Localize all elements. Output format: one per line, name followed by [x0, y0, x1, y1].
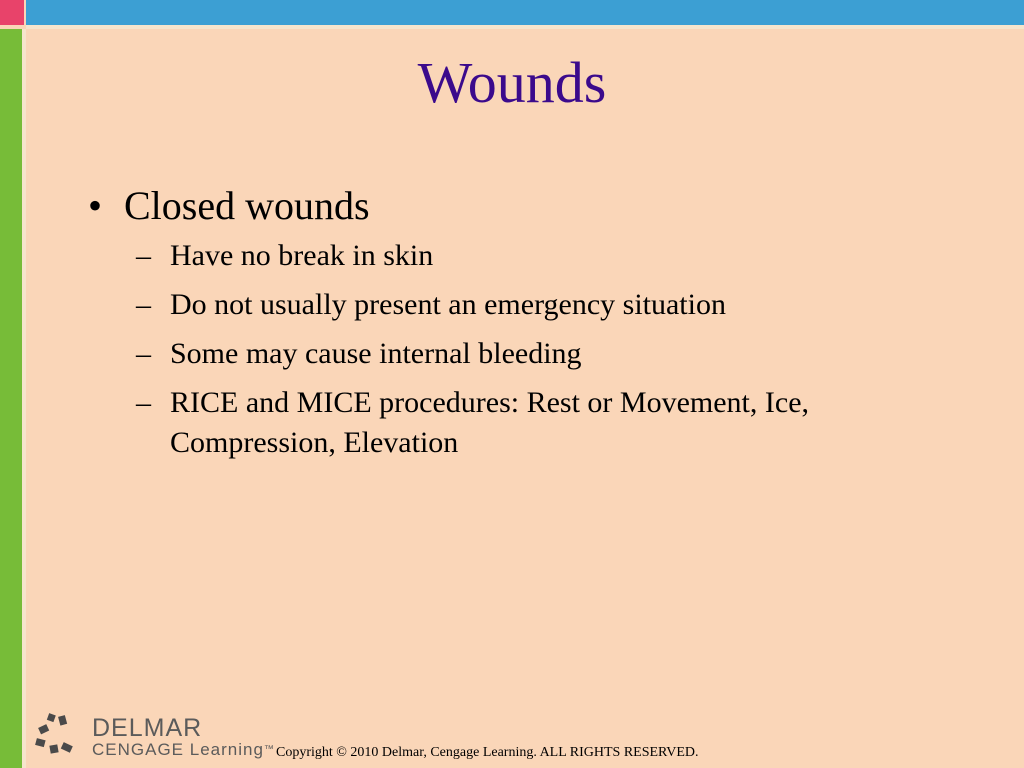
logo-text-delmar: DELMAR [92, 714, 203, 742]
bullet-icon: • [88, 183, 103, 228]
sub-bullet-item [136, 383, 968, 463]
sub-bullet-text: RICE and MICE procedures: Rest or Movement, Ice, Compression, Elevation [170, 386, 810, 459]
slide-content [88, 180, 968, 472]
sub-bullet-text: Have no break in skin [170, 239, 434, 272]
top-accent-strip [26, 25, 1024, 29]
sub-bullet-text: Do not usually present an emergency situation [170, 288, 726, 321]
sub-bullet-item [136, 236, 968, 276]
dash-icon: – [136, 386, 151, 419]
left-accent-bar [0, 29, 22, 768]
logo-text-cengage [92, 740, 275, 760]
left-accent-strip [22, 29, 26, 768]
slide-title: Wounds [417, 50, 607, 115]
sub-bullet-text: Some may cause internal bleeding [170, 337, 582, 370]
copyright-notice: Copyright © 2010 Delmar, Cengage Learning. ALL RIGHTS RESERVED. [276, 745, 699, 760]
dash-icon: – [136, 239, 151, 272]
dash-icon: – [136, 337, 151, 370]
dash-icon: – [136, 288, 151, 321]
sub-bullet-item [136, 334, 968, 374]
trademark-symbol: ™ [263, 744, 275, 755]
cengage-logo-icon [34, 712, 84, 758]
corner-accent [0, 0, 24, 25]
delmar-cengage-logo [34, 712, 274, 762]
bullet-text: Closed wounds [124, 183, 370, 228]
bullet-item [88, 180, 968, 232]
sub-bullet-item [136, 285, 968, 325]
logo-text-cengage-learning: CENGAGE Learning [92, 740, 264, 759]
top-accent-bar [26, 0, 1024, 25]
